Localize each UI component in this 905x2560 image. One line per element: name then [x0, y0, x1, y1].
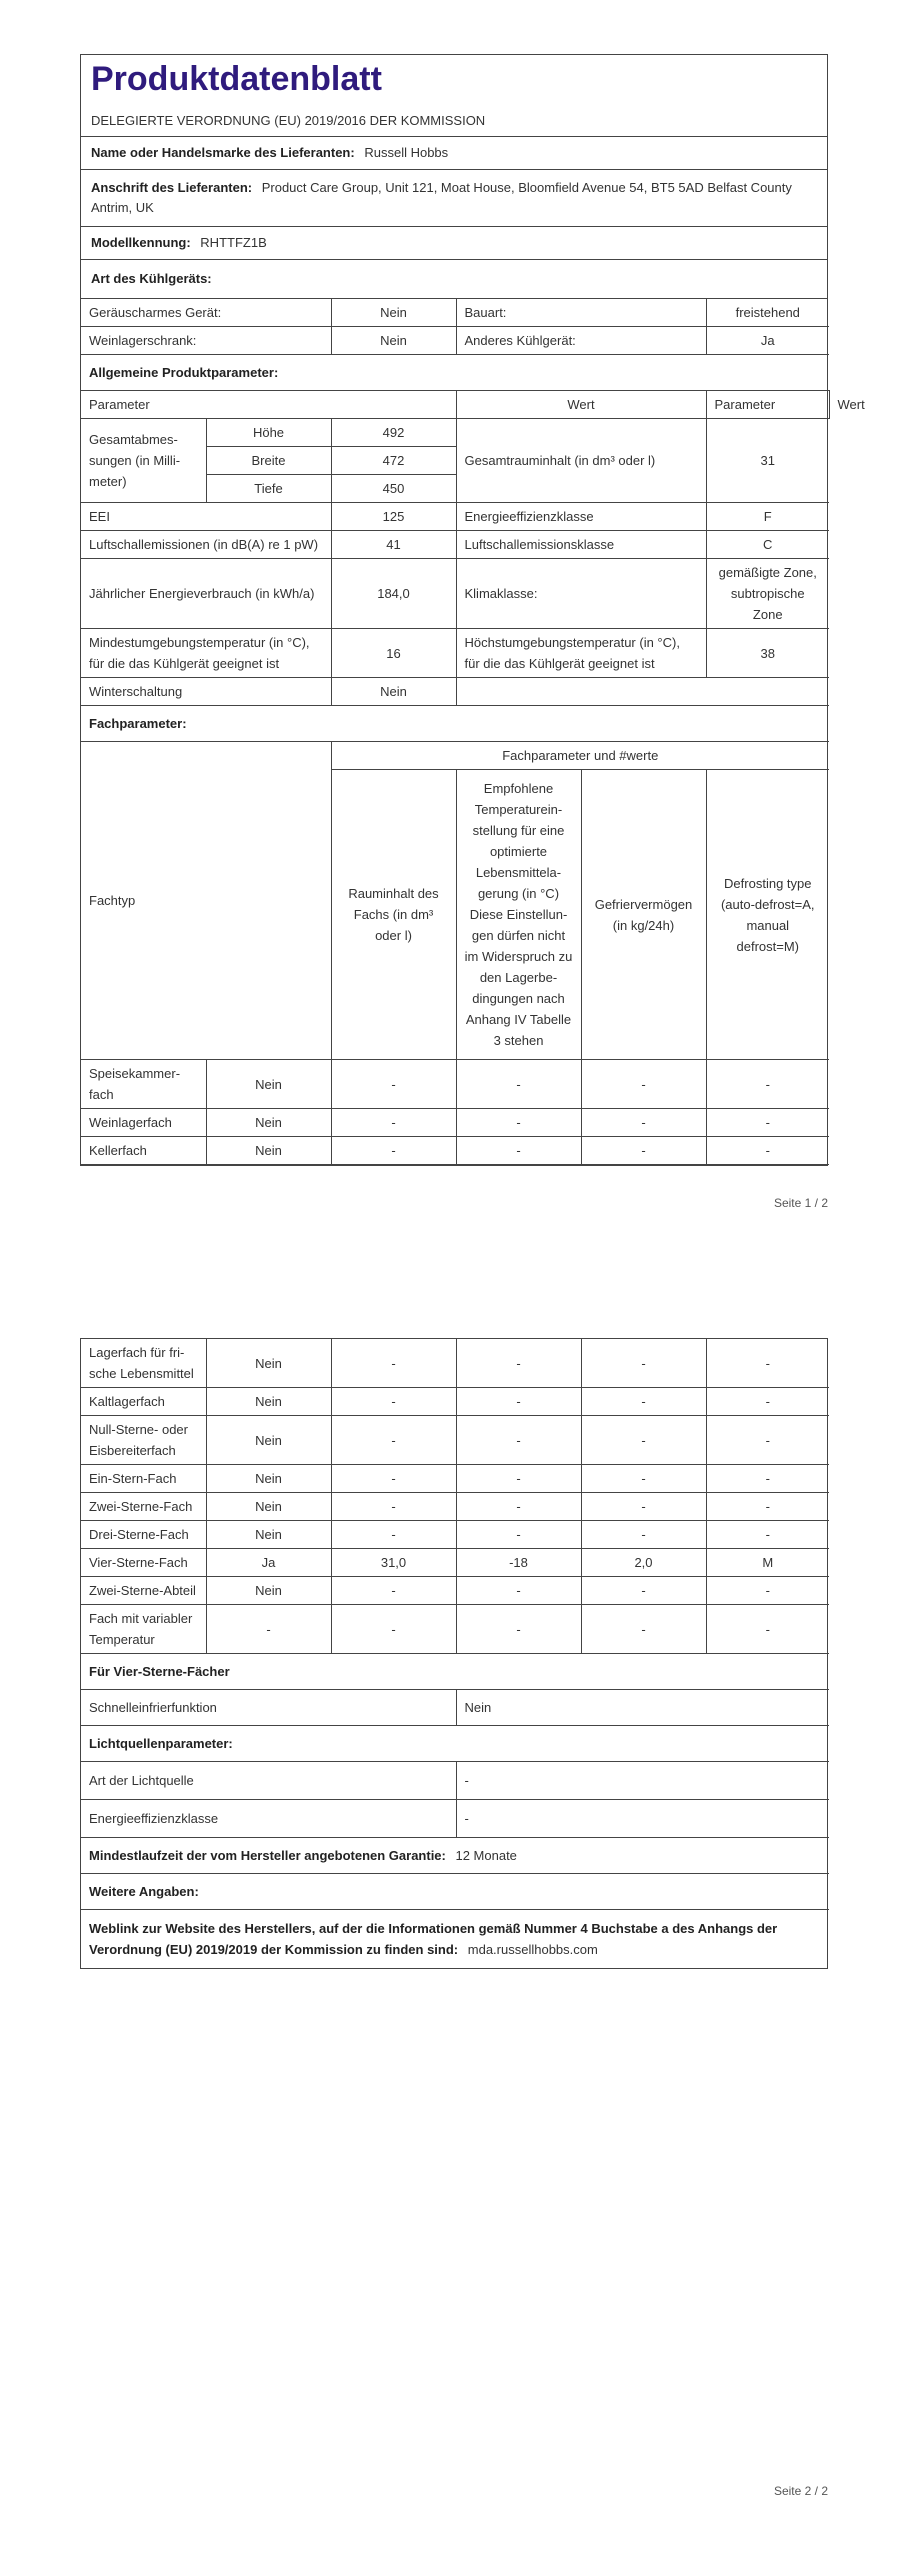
- climate-class-label: Klimaklasse:: [456, 559, 706, 629]
- compartment-present-cell: Nein: [206, 1339, 331, 1388]
- compartment-freeze-cell: -: [581, 1493, 706, 1521]
- compartment-type-header: Fachtyp: [81, 742, 331, 1060]
- light-type-value: -: [456, 1762, 829, 1800]
- compartment-type-cell: Lagerfach für frische Lebensmittel: [81, 1339, 206, 1388]
- compartment-table-wrap-1: [81, 742, 827, 1165]
- compartment-type-cell: Zwei-Sterne-Fach: [81, 1493, 206, 1521]
- compartment-type-cell: Vier-Sterne-Fach: [81, 1549, 206, 1577]
- compartment-row: [81, 1416, 829, 1465]
- compartment-defrost-cell: -: [706, 1521, 829, 1549]
- supplier-address-label: Anschrift des Lieferanten:: [91, 180, 253, 195]
- compartment-type-cell: Zwei-Sterne-Abteil: [81, 1577, 206, 1605]
- regulation-subtitle: DELEGIERTE VERORDNUNG (EU) 2019/2016 DER KOMMISSION: [81, 99, 827, 137]
- compartment-vol-cell: -: [331, 1060, 456, 1109]
- compartment-freeze-cell: -: [581, 1109, 706, 1137]
- compartment-defrost-cell: -: [706, 1465, 829, 1493]
- compartment-type-cell: Weinlagerfach: [81, 1109, 206, 1137]
- compartment-present-cell: -: [206, 1605, 331, 1654]
- compartment-temp-cell: -: [456, 1416, 581, 1465]
- compartment-temp-cell: -: [456, 1577, 581, 1605]
- compartment-temp-cell: -: [456, 1060, 581, 1109]
- page-1: [80, 54, 865, 1210]
- compartment-present-cell: Nein: [206, 1388, 331, 1416]
- light-class-label: Energieeffizienzklasse: [81, 1800, 456, 1838]
- compartment-row: [81, 1465, 829, 1493]
- general-table: [81, 419, 829, 742]
- noise-class-label: Luftschallemissionsklasse: [456, 531, 706, 559]
- depth-label: Tiefe: [206, 475, 331, 503]
- value-header-left: Wert: [456, 391, 706, 419]
- compartment-temp-header: Empfohlene Temperatureinstellung für eine optimierte Lebensmittelagerung (in °C) Diese Einstellungen dürfen nicht im Widerspruch zu den Lagerbedingungen nach Anhang IV Tabelle 3 stehen: [456, 770, 581, 1060]
- compartment-vol-cell: -: [331, 1388, 456, 1416]
- compartment-freeze-cell: -: [581, 1465, 706, 1493]
- appliance-row: [81, 327, 829, 355]
- compartment-freeze-cell: -: [581, 1060, 706, 1109]
- supplier-name-label: Name oder Handelsmarke des Lieferanten:: [91, 145, 355, 160]
- compartment-freeze-cell: -: [581, 1339, 706, 1388]
- climate-class-value: gemäßigte Zone, subtropische Zone: [706, 559, 829, 629]
- noise-label: Luftschallemissionen (in dB(A) re 1 pW): [81, 531, 331, 559]
- supplier-name-value: Russell Hobbs: [364, 145, 449, 160]
- compartment-table-1: [81, 742, 829, 1165]
- compartment-rows-page-2: [81, 1339, 829, 1654]
- compartment-vol-cell: -: [331, 1339, 456, 1388]
- total-volume-label: Gesamtrauminhalt (in dm³ oder l): [456, 419, 706, 503]
- dimensions-label: Gesamtabmessungen (in Millimeter): [81, 419, 206, 503]
- compartment-present-cell: Nein: [206, 1521, 331, 1549]
- compartment-vol-cell: -: [331, 1109, 456, 1137]
- warranty-label: Mindestlaufzeit der vom Hersteller angebotenen Garantie:: [89, 1848, 446, 1863]
- max-temp-label: Höchstumgebungstemperatur (in °C), für die das Kühlgerät geeignet ist: [456, 629, 706, 678]
- compartment-row: [81, 1605, 829, 1654]
- compartment-vol-cell: -: [331, 1137, 456, 1165]
- appliance-table-wrap: [81, 299, 865, 419]
- weblink-value[interactable]: mda.russellhobbs.com: [467, 1942, 598, 1957]
- appliance-section-header: [81, 260, 827, 299]
- compartment-present-cell: Nein: [206, 1109, 331, 1137]
- compartment-row: [81, 1493, 829, 1521]
- compartment-defrost-cell: -: [706, 1339, 829, 1388]
- winter-setting-value: Nein: [331, 678, 456, 706]
- warranty-value: 12 Monate: [455, 1848, 517, 1863]
- appliance-section-label: Art des Kühlgeräts:: [91, 271, 212, 286]
- low-noise-label: Geräuscharmes Gerät:: [81, 299, 331, 327]
- general-header-row: Parameter Wert Parameter Wert: [81, 391, 829, 419]
- compartment-row: [81, 1521, 829, 1549]
- empty-cell: [456, 678, 829, 706]
- appliance-table: [81, 299, 865, 419]
- compartment-type-cell: Null-Sterne- oder Eisbereiterfach: [81, 1416, 206, 1465]
- compartment-defrost-cell: -: [706, 1060, 829, 1109]
- page-number: Seite 2 / 2: [773, 2484, 828, 2498]
- light-class-value: -: [456, 1800, 829, 1838]
- supplier-address-row: [81, 170, 827, 227]
- energy-class-label: Energieeffizienzklasse: [456, 503, 706, 531]
- compartment-row: [81, 1577, 829, 1605]
- compartment-type-cell: Kaltlagerfach: [81, 1388, 206, 1416]
- compartment-temp-cell: -18: [456, 1549, 581, 1577]
- quick-freeze-label: Schnelleinfrierfunktion: [81, 1690, 456, 1726]
- compartment-type-cell: Ein-Stern-Fach: [81, 1465, 206, 1493]
- compartment-defrost-cell: -: [706, 1577, 829, 1605]
- quick-freeze-value: Nein: [456, 1690, 829, 1726]
- compartment-temp-cell: -: [456, 1521, 581, 1549]
- compartment-freeze-cell: -: [581, 1577, 706, 1605]
- compartment-vol-cell: -: [331, 1605, 456, 1654]
- depth-value: 450: [331, 475, 456, 503]
- compartment-defrost-cell: -: [706, 1109, 829, 1137]
- page-title: Produktdatenblatt: [91, 60, 382, 98]
- compartment-vol-cell: -: [331, 1577, 456, 1605]
- low-noise-value: Nein: [331, 299, 456, 327]
- compartment-defrost-cell: M: [706, 1549, 829, 1577]
- compartment-freeze-cell: -: [581, 1521, 706, 1549]
- compartment-freeze-cell: -: [581, 1416, 706, 1465]
- weblink-label: Weblink zur Website des Herstellers, auf der die Informationen gemäß Nummer 4 Buchstabe a des Anhangs der Verordnung (EU) 2019/2019 der Kommission zu finden sind:: [89, 1921, 778, 1957]
- compartment-row: [81, 1109, 829, 1137]
- light-type-label: Art der Lichtquelle: [81, 1762, 456, 1800]
- compartment-temp-cell: -: [456, 1465, 581, 1493]
- light-section-label: Lichtquellenparameter:: [89, 1736, 233, 1751]
- compartment-vol-cell: -: [331, 1465, 456, 1493]
- compartment-row: [81, 1388, 829, 1416]
- compartment-vol-cell: 31,0: [331, 1549, 456, 1577]
- compartment-defrost-cell: -: [706, 1493, 829, 1521]
- compartment-section-label: Fachparameter:: [89, 716, 187, 731]
- compartment-temp-cell: -: [456, 1109, 581, 1137]
- compartment-row: [81, 1339, 829, 1388]
- compartment-present-cell: Nein: [206, 1416, 331, 1465]
- compartment-vol-cell: -: [331, 1416, 456, 1465]
- compartment-defrost-cell: -: [706, 1137, 829, 1165]
- compartment-volume-header: Rauminhalt des Fachs (in dm³ oder l): [331, 770, 456, 1060]
- wine-cabinet-label: Weinlagerschrank:: [81, 327, 331, 355]
- eei-label: EEI: [81, 503, 331, 531]
- model-value: RHTTFZ1B: [200, 235, 267, 250]
- compartment-freeze-cell: 2,0: [581, 1549, 706, 1577]
- compartment-freeze-cell: -: [581, 1137, 706, 1165]
- winter-setting-label: Winterschaltung: [81, 678, 331, 706]
- compartment-row: [81, 1060, 829, 1109]
- page-number: Seite 1 / 2: [773, 1196, 828, 1210]
- compartment-temp-cell: -: [456, 1137, 581, 1165]
- wine-cabinet-value: Nein: [331, 327, 456, 355]
- compartment-group-header: Fachparameter und #werte: [331, 742, 829, 770]
- noise-class-value: C: [706, 531, 829, 559]
- weblink-row: [81, 1910, 829, 1969]
- supplier-name-row: [81, 137, 827, 170]
- lower-table: [81, 1690, 829, 1968]
- supplier-address-value: Product Care Group, Unit 121, Moat House, Bloomfield Avenue 54, BT5 5AD Belfast County Antrim, UK: [91, 180, 792, 215]
- eei-value: 125: [331, 503, 456, 531]
- lower-table-wrap: [81, 1690, 827, 1968]
- annual-energy-label: Jährlicher Energieverbrauch (in kWh/a): [81, 559, 331, 629]
- general-section-header: [81, 355, 829, 391]
- design-label: Bauart:: [456, 299, 706, 327]
- compartment-present-cell: Nein: [206, 1137, 331, 1165]
- compartment-row: [81, 1137, 829, 1165]
- other-appliance-value: Ja: [706, 327, 829, 355]
- compartment-freeze-cell: -: [581, 1388, 706, 1416]
- compartment-present-cell: Nein: [206, 1465, 331, 1493]
- width-value: 472: [331, 447, 456, 475]
- model-label: Modellkennung:: [91, 235, 191, 250]
- annual-energy-value: 184,0: [331, 559, 456, 629]
- compartment-row: [81, 1549, 829, 1577]
- compartment-type-cell: Speisekammerfach: [81, 1060, 206, 1109]
- general-section-label: Allgemeine Produktparameter:: [89, 365, 279, 380]
- datasheet-box-page-1: [80, 54, 865, 1166]
- page-2: [80, 1338, 828, 2498]
- compartment-defrost-cell: -: [706, 1416, 829, 1465]
- compartment-type-cell: Fach mit variabler Temperatur: [81, 1605, 206, 1654]
- compartment-temp-cell: -: [456, 1493, 581, 1521]
- compartment-temp-cell: -: [456, 1388, 581, 1416]
- warranty-row: [81, 1838, 829, 1874]
- general-table-wrap: [81, 419, 827, 742]
- compartment-present-cell: Nein: [206, 1493, 331, 1521]
- height-label: Höhe: [206, 419, 331, 447]
- compartment-table-2: [81, 1339, 829, 1690]
- compartment-type-cell: Drei-Sterne-Fach: [81, 1521, 206, 1549]
- compartment-freeze-cell: -: [581, 1605, 706, 1654]
- design-value: freistehend: [706, 299, 829, 327]
- min-temp-value: 16: [331, 629, 456, 678]
- compartment-rows-page-1: [81, 1060, 829, 1165]
- model-row: [81, 227, 827, 260]
- compartment-defrost-cell: -: [706, 1605, 829, 1654]
- compartment-defrost-cell: -: [706, 1388, 829, 1416]
- compartment-present-cell: Nein: [206, 1577, 331, 1605]
- height-value: 492: [331, 419, 456, 447]
- max-temp-value: 38: [706, 629, 829, 678]
- total-volume-value: 31: [706, 419, 829, 503]
- appliance-row: [81, 299, 829, 327]
- compartment-type-cell: Kellerfach: [81, 1137, 206, 1165]
- compartment-present-cell: Nein: [206, 1060, 331, 1109]
- four-star-section-label: Für Vier-Sterne-Fächer: [89, 1664, 230, 1679]
- width-label: Breite: [206, 447, 331, 475]
- datasheet-box-page-2: [80, 1338, 828, 1969]
- param-header-left: Parameter: [81, 391, 456, 419]
- compartment-temp-cell: -: [456, 1605, 581, 1654]
- noise-value: 41: [331, 531, 456, 559]
- compartment-table-wrap-2: [81, 1339, 827, 1690]
- compartment-temp-cell: -: [456, 1339, 581, 1388]
- energy-class-value: F: [706, 503, 829, 531]
- compartment-vol-cell: -: [331, 1493, 456, 1521]
- compartment-defrost-header: Defrosting type (auto-defrost=A, manual defrost=M): [706, 770, 829, 1060]
- min-temp-label: Mindestumgebungstemperatur (in °C), für die das Kühlgerät geeignet ist: [81, 629, 331, 678]
- param-header-right: Parameter: [706, 391, 829, 419]
- compartment-freeze-header: Gefriervermögen (in kg/24h): [581, 770, 706, 1060]
- other-appliance-label: Anderes Kühlgerät:: [456, 327, 706, 355]
- compartment-present-cell: Ja: [206, 1549, 331, 1577]
- compartment-vol-cell: -: [331, 1521, 456, 1549]
- additional-info-label: Weitere Angaben:: [89, 1884, 199, 1899]
